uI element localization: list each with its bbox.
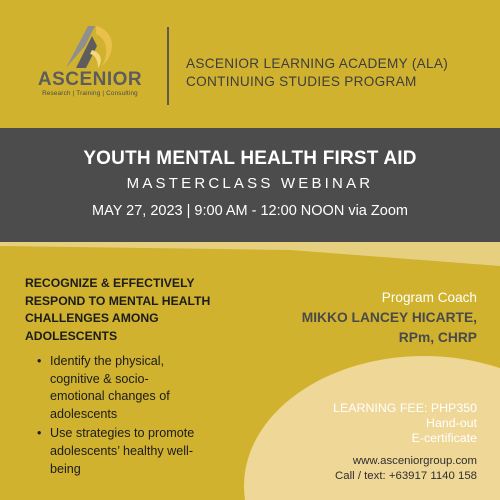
- objective-line: Identify the physical,: [50, 354, 165, 368]
- title-band: [0, 128, 500, 242]
- fee-inclusion-handout: Hand-out: [426, 416, 477, 430]
- learning-fee: LEARNING FEE: PHP350: [333, 401, 477, 415]
- program-name: CONTINUING STUDIES PROGRAM: [186, 74, 417, 89]
- event-subtitle: MASTERCLASS WEBINAR: [126, 175, 374, 192]
- objectives-heading-line: RESPOND TO MENTAL HEALTH: [25, 293, 211, 308]
- coach-credentials: RPm, CHRP: [398, 330, 477, 345]
- website-link[interactable]: www.asceniorgroup.com: [352, 455, 477, 467]
- ascenior-logo-icon: [62, 22, 122, 70]
- objectives-heading-line: CHALLENGES AMONG: [25, 311, 159, 326]
- logo-wordmark: ASCENIOR: [37, 69, 143, 90]
- bullet-icon: •: [37, 354, 42, 368]
- objectives-list: [37, 353, 272, 480]
- poster-header: [0, 0, 500, 128]
- objectives-heading: [25, 275, 260, 345]
- coach-label: Program Coach: [381, 290, 477, 305]
- objective-line: Use strategies to promote: [50, 426, 195, 441]
- fee-inclusion-certificate: E-certificate: [411, 431, 477, 445]
- coach-name: MIKKO LANCEY HICARTE,: [301, 310, 477, 325]
- event-title: YOUTH MENTAL HEALTH FIRST AID: [83, 148, 417, 169]
- objective-line: being: [50, 461, 81, 476]
- contact-phone: Call / text: +63917 1140 158: [335, 470, 477, 482]
- header-divider: [167, 27, 169, 105]
- bullet-icon: •: [37, 426, 42, 441]
- objective-line: adolescents’ healthy well-: [50, 443, 194, 458]
- objectives-heading-line: ADOLESCENTS: [25, 328, 118, 343]
- objectives-heading-line: RECOGNIZE & EFFECTIVELY: [25, 276, 195, 290]
- objective-item: [37, 425, 272, 478]
- objective-line: cognitive & socio-: [50, 371, 149, 386]
- event-date-time: MAY 27, 2023 | 9:00 AM - 12:00 NOON via Zoom: [92, 203, 408, 219]
- organization-name: ASCENIOR LEARNING ACADEMY (ALA): [186, 56, 449, 71]
- objective-line: emotional changes of: [50, 389, 170, 404]
- logo-tagline: Research | Training | Consulting: [42, 90, 138, 97]
- decorative-stripe: [0, 242, 500, 266]
- objective-item: [37, 353, 272, 423]
- objective-line: adolescents: [50, 406, 118, 421]
